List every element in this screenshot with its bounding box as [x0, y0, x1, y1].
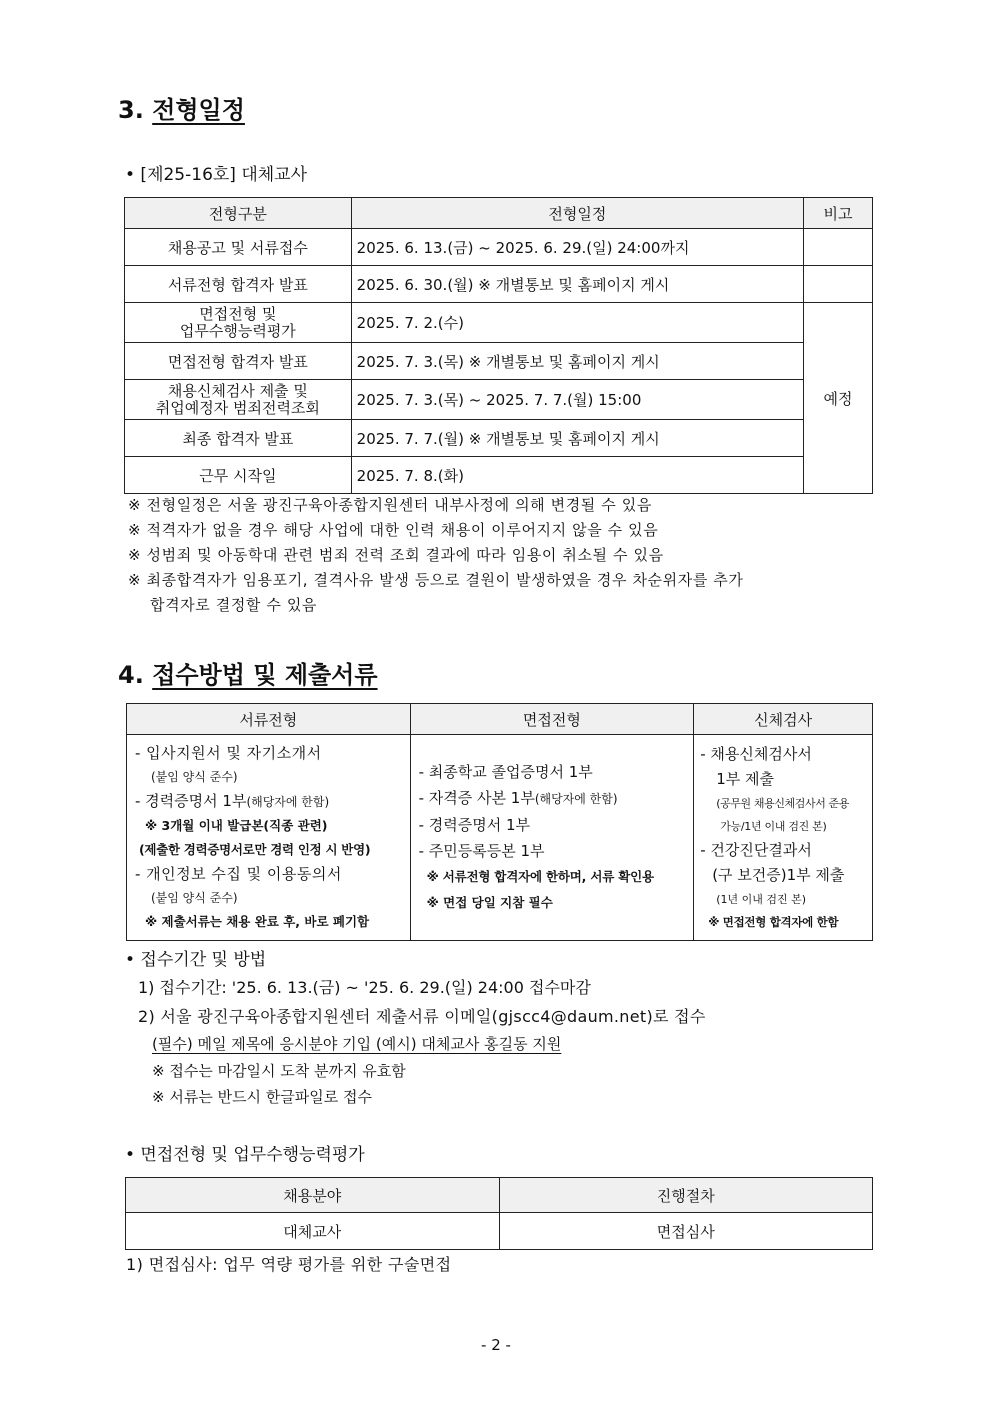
table-row	[126, 1213, 873, 1250]
row-category: 최종 합격자 발표	[125, 420, 352, 457]
row-category	[125, 303, 352, 343]
row-schedule: 2025. 7. 8.(화)	[351, 457, 803, 494]
row-schedule: 2025. 7. 3.(목) ~ 2025. 7. 7.(월) 15:00	[351, 380, 803, 420]
list-item: - 경력증명서 1부	[418, 816, 531, 834]
list-item: - 건강진단결과서	[700, 840, 812, 859]
list-item-suffix: (해당자에 한함)	[534, 792, 618, 806]
header-category: 전형구분	[125, 198, 352, 229]
row-category-line2: 취업예정자 범죄전력조회	[155, 398, 320, 417]
row-schedule: 2025. 7. 2.(수)	[351, 303, 803, 343]
section3-bullet: • [제25-16호] 대체교사	[125, 165, 308, 185]
list-item: ※ 제출서류는 채용 완료 후, 바로 폐기함	[145, 914, 370, 929]
table-row	[125, 229, 873, 266]
header-remark: 비고	[804, 198, 873, 229]
row-schedule: 2025. 6. 30.(월) ※ 개별통보 및 홈페이지 게시	[351, 266, 803, 303]
interview-procedure: 면접심사	[499, 1213, 873, 1250]
row-remark-empty	[804, 266, 873, 303]
list-item: - 채용신체검사서	[700, 744, 812, 763]
schedule-note: ※ 최종합격자가 임용포기, 결격사유 발생 등으로 결원이 발생하였을 경우 차순위자를 추가	[128, 571, 744, 589]
table-row	[125, 380, 873, 420]
interview-docs-cell	[410, 735, 694, 941]
list-item-main: - 경력증명서 1부	[135, 792, 247, 810]
section3-title-text: 전형일정	[152, 96, 245, 124]
documents-body-row	[127, 735, 873, 941]
row-category-line1: 채용신체검사 제출 및	[167, 381, 308, 400]
schedule-table	[124, 197, 873, 494]
row-category: 면접전형 합격자 발표	[125, 343, 352, 380]
interview-bullet: • 면접전형 및 업무수행능력평가	[125, 1145, 365, 1165]
row-category: 근무 시작일	[125, 457, 352, 494]
page-number: - 2 -	[481, 1336, 511, 1354]
section4-title-text: 접수방법 및 제출서류	[152, 661, 378, 689]
table-row	[125, 266, 873, 303]
table-row	[125, 303, 873, 343]
row-schedule: 2025. 7. 7.(월) ※ 개별통보 및 홈페이지 게시	[351, 420, 803, 457]
list-item: - 주민등록등본 1부	[418, 842, 545, 860]
list-item: (구 보건증)1부 제출	[712, 865, 845, 884]
section4-title	[118, 655, 378, 690]
table-row	[125, 420, 873, 457]
section4-number: 4.	[118, 661, 144, 689]
list-item: 가능/1년 이내 검진 본)	[720, 819, 827, 833]
list-item: ※ 면접전형 합격자에 한함	[708, 914, 839, 929]
list-item: - 입사지원서 및 자기소개서	[135, 744, 322, 762]
period-item-1: 1) 접수기간: '25. 6. 13.(금) ~ '25. 6. 29.(일) 24:00 접수마감	[138, 978, 591, 997]
list-item-suffix: (해당자에 한함)	[246, 795, 330, 809]
row-category-line1: 면접전형 및	[199, 304, 277, 323]
header-documents: 서류전형	[127, 704, 411, 735]
row-category	[125, 380, 352, 420]
table-row	[125, 457, 873, 494]
documents-header-row	[127, 704, 873, 735]
list-item: ※ 3개월 이내 발급본(직종 관련)	[145, 818, 328, 833]
schedule-note: ※ 전형일정은 서울 광진구육아종합지원센터 내부사정에 의해 변경될 수 있음	[128, 496, 652, 514]
list-item: - 개인정보 수집 및 이용동의서	[135, 865, 342, 883]
section3-number: 3.	[118, 96, 144, 124]
schedule-note: ※ 적격자가 없을 경우 해당 사업에 대한 인력 채용이 이루어지지 않을 수 있음	[128, 521, 659, 539]
row-schedule: 2025. 6. 13.(금) ~ 2025. 6. 29.(일) 24:00까지	[351, 229, 803, 266]
section3-title	[118, 90, 245, 125]
interview-table	[125, 1177, 873, 1250]
row-category: 채용공고 및 서류접수	[125, 229, 352, 266]
list-item-main: - 자격증 사본 1부	[418, 789, 535, 807]
list-item	[419, 785, 693, 812]
list-item: ※ 서류전형 합격자에 한하며, 서류 확인용	[426, 869, 654, 884]
row-category: 서류전형 합격자 발표	[125, 266, 352, 303]
list-item: (공무원 채용신체검사서 준용	[716, 796, 849, 810]
schedule-note-continued: 합격자로 결정할 수 있음	[150, 596, 318, 614]
period-bullet: • 접수기간 및 방법	[125, 950, 267, 970]
row-category-line2: 업무수행능력평가	[179, 321, 296, 340]
list-item: (붙임 양식 준수)	[151, 770, 238, 784]
period-note: ※ 접수는 마감일시 도착 분까지 유효함	[152, 1062, 406, 1080]
row-remark-empty	[804, 229, 873, 266]
schedule-note: ※ 성범죄 및 아동학대 관련 범죄 전력 조회 결과에 따라 임용이 취소될 수 있음	[128, 546, 664, 564]
header-medical: 신체검사	[694, 704, 873, 735]
header-field: 채용분야	[126, 1178, 500, 1213]
list-item: - 최종학교 졸업증명서 1부	[418, 763, 593, 781]
interview-field: 대체교사	[126, 1213, 500, 1250]
period-item-2: 2) 서울 광진구육아종합지원센터 제출서류 이메일(gjscc4@daum.net)로 접수	[138, 1007, 706, 1026]
header-schedule: 전형일정	[351, 198, 803, 229]
list-item: (제출한 경력증명서로만 경력 인정 시 반영)	[139, 842, 371, 857]
row-schedule: 2025. 7. 3.(목) ※ 개별통보 및 홈페이지 게시	[351, 343, 803, 380]
documents-table	[126, 703, 873, 941]
list-item	[135, 789, 409, 814]
interview-header-row	[126, 1178, 873, 1213]
remark-cell: 예정	[804, 303, 873, 494]
header-procedure: 진행절차	[499, 1178, 873, 1213]
period-note: ※ 서류는 반드시 한글파일로 접수	[152, 1088, 373, 1106]
header-interview: 면접전형	[410, 704, 694, 735]
list-item: ※ 면접 당일 지참 필수	[426, 895, 553, 910]
interview-note: 1) 면접심사: 업무 역량 평가를 위한 구술면접	[126, 1255, 452, 1274]
table-row	[125, 343, 873, 380]
documents-cell	[127, 735, 411, 941]
list-item: 1부 제출	[716, 769, 774, 788]
list-item: (1년 이내 검진 본)	[716, 892, 807, 906]
schedule-header-row	[125, 198, 873, 229]
period-required: (필수) 메일 제목에 응시분야 기입 (예시) 대체교사 홍길동 지원	[152, 1035, 562, 1053]
list-item: (붙임 양식 준수)	[151, 891, 238, 905]
medical-cell	[694, 735, 873, 941]
